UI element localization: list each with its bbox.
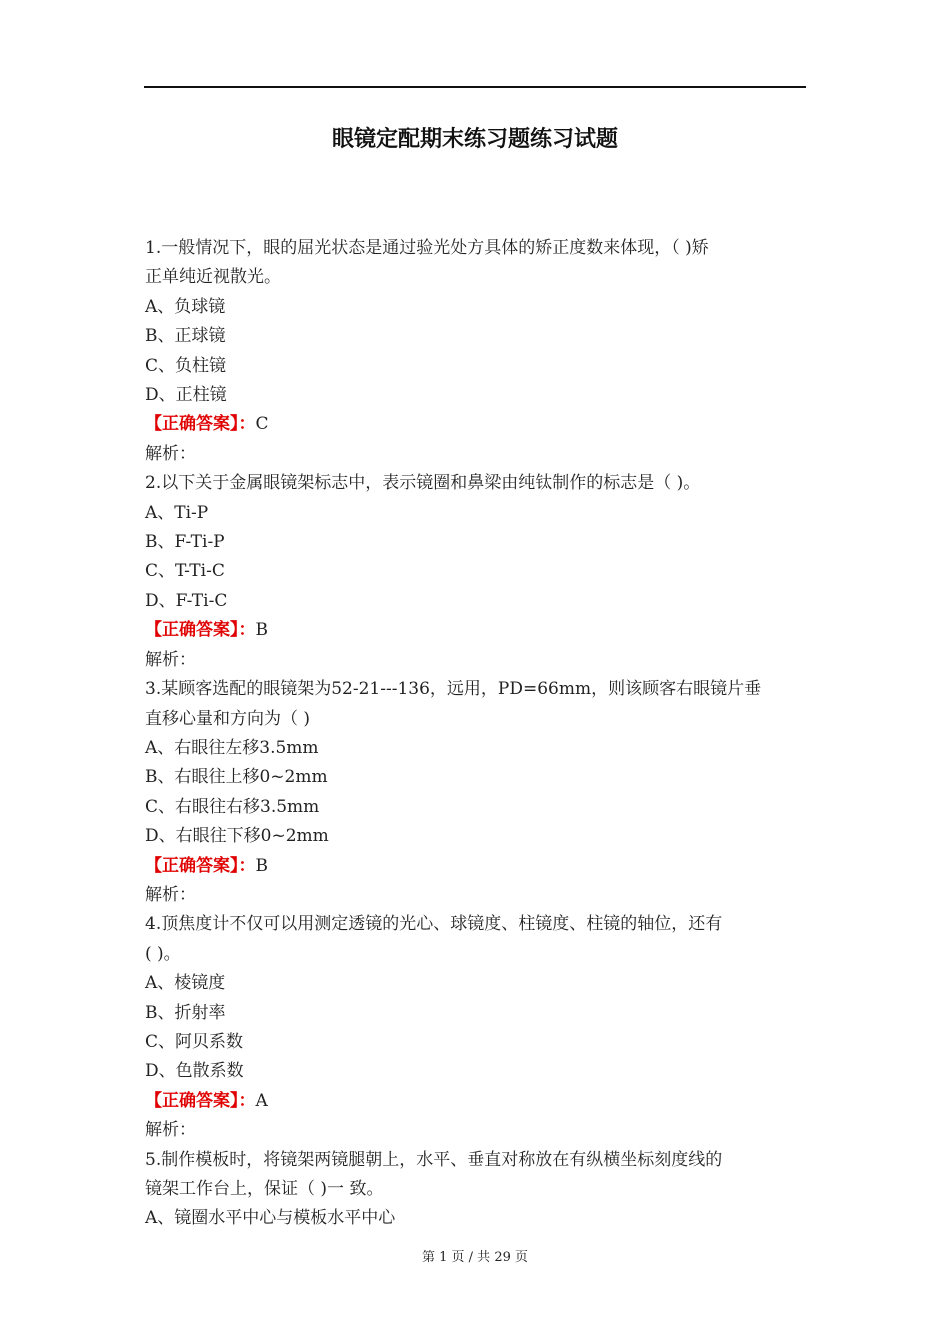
answer-line	[145, 852, 805, 881]
option-a: A、镜圈水平中心与模板水平中心	[145, 1208, 396, 1229]
question-2	[145, 469, 805, 675]
option-a: A、棱镜度	[145, 973, 226, 994]
question-3	[145, 675, 805, 910]
footer-middle: 页 / 共	[451, 1250, 491, 1265]
analysis-label: 解析：	[145, 443, 196, 464]
header-rule	[144, 86, 806, 88]
question-stem-line: 5.制作模板时，将镜架两镜腿朝上，水平、垂直对称放在有纵横坐标刻度线的	[145, 1149, 723, 1170]
question-5	[145, 1146, 805, 1234]
answer-value: C	[255, 414, 269, 435]
analysis-label: 解析：	[145, 1120, 196, 1141]
answer-value: A	[255, 1090, 268, 1111]
question-list	[145, 234, 805, 1234]
footer-total-pages: 29	[494, 1250, 511, 1265]
answer-line	[145, 410, 805, 439]
analysis-label: 解析：	[145, 884, 196, 905]
question-stem-line: 正单纯近视散光。	[145, 267, 281, 288]
answer-label: 【正确答案】：	[145, 855, 256, 876]
answer-label: 【正确答案】：	[145, 1090, 256, 1111]
answer-label: 【正确答案】：	[145, 620, 256, 641]
question-4	[145, 910, 805, 1145]
question-stem-line: 1.一般情况下，眼的屈光状态是通过验光处方具体的矫正度数来体现，（ )矫	[145, 238, 709, 258]
question-1	[145, 234, 805, 469]
option-d: D、F-Ti-C	[145, 590, 228, 611]
option-b: B、正球镜	[145, 326, 226, 347]
answer-value: B	[255, 855, 268, 876]
document-title: 眼镜定配期末练习题练习试题	[331, 127, 618, 152]
answer-value: B	[255, 620, 268, 641]
question-stem-line: ( )。	[145, 943, 181, 964]
option-d: D、正柱镜	[145, 385, 227, 406]
option-c: C、右眼往右移3.5mm	[145, 796, 320, 817]
question-stem-line: 直移心量和方向为（ )	[145, 708, 311, 729]
option-b: B、折射率	[145, 1002, 226, 1023]
footer-suffix: 页	[515, 1250, 529, 1265]
option-c: C、阿贝系数	[145, 1031, 244, 1052]
question-stem-line: 2.以下关于金属眼镜架标志中，表示镜圈和鼻梁由纯钛制作的标志是（ )。	[145, 473, 701, 494]
page-footer	[0, 1246, 950, 1265]
question-stem-line: 镜架工作台上，保证（ )一 致。	[145, 1179, 384, 1199]
option-b: B、F-Ti-P	[145, 532, 225, 553]
answer-label: 【正确答案】：	[145, 414, 256, 435]
option-a: A、Ti-P	[145, 502, 209, 523]
option-a: A、负球镜	[145, 296, 226, 317]
option-d: D、色散系数	[145, 1061, 244, 1082]
option-a: A、右眼往左移3.5mm	[145, 737, 319, 758]
option-d: D、右眼往下移0~2mm	[145, 826, 329, 847]
analysis-label: 解析：	[145, 649, 196, 670]
option-b: B、右眼往上移0~2mm	[145, 767, 328, 788]
footer-page-number: 1	[439, 1250, 448, 1265]
option-c: C、负柱镜	[145, 355, 227, 376]
question-stem-line: 4.顶焦度计不仅可以用测定透镜的光心、球镜度、柱镜度、柱镜的轴位，还有	[145, 914, 723, 935]
answer-line	[145, 1087, 805, 1116]
footer-prefix: 第	[421, 1250, 435, 1265]
option-c: C、T-Ti-C	[145, 561, 225, 582]
answer-line	[145, 616, 805, 645]
question-stem-line: 3.某顾客选配的眼镜架为52-21---136，远用，PD=66mm，则该顾客右眼镜片垂	[145, 679, 762, 700]
